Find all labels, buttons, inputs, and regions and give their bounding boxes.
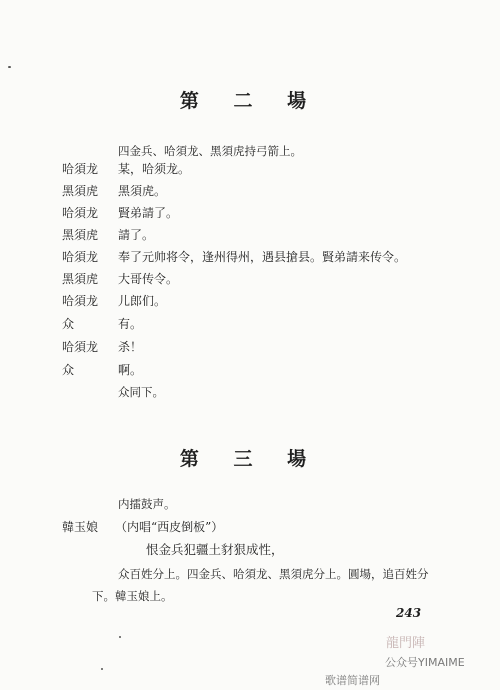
dialogue-text: 黑須虎。 [118,184,167,198]
verse-line [0,540,500,560]
dialogue-text: 賢弟請了。 [118,206,179,220]
speaker-name: 哈須龙 [62,294,99,308]
speaker-name: 众 [62,363,75,377]
speaker-name: 韓玉娘 [62,520,99,534]
scene-3-title: 第 三 場 [179,448,321,470]
scene-2-title: 第 二 場 [179,90,321,112]
dialogue-text: 儿郎们。 [118,294,167,308]
scene-3-stage-direction: 内擂鼓声。 [118,497,176,511]
dialogue-line [0,315,500,335]
scan-speck [8,66,11,68]
dialogue-text: 某，哈须龙。 [118,162,191,176]
dialogue-text: 奉了元帅将令，逢州得州，遇县搶县。賢弟請来传令。 [118,250,407,264]
speaker-name: 哈須龙 [62,340,99,354]
speaker-name: 哈須龙 [62,162,99,176]
dialogue-line [0,292,500,312]
dialogue-text: 請了。 [118,228,155,242]
scene-3-direction-line-1: 众百姓分上。四金兵、哈須龙、黑須虎分上。圓場，追百姓分 [118,567,429,581]
scan-speck [119,636,121,638]
speaker-name: 黑須虎 [62,272,99,286]
speaker-name: 哈須龙 [62,250,99,264]
speaker-name: 黑須虎 [62,228,99,242]
dialogue-line [0,182,500,202]
scene-2-entrance: 四金兵、哈須龙、黑須虎持弓箭上。 [118,144,302,158]
dialogue-line [0,338,500,358]
scene-3-singing-line [0,518,500,538]
dialogue-line [0,226,500,246]
scan-speck [101,668,103,670]
dialogue-text: 啊。 [118,363,143,377]
speaker-name: 众 [62,317,75,331]
watermark-logo: 龍門陣 [386,636,426,651]
verse-text: 恨金兵犯疆土豺狠成性， [146,542,284,557]
dialogue-text: 大哥传令。 [118,272,179,286]
dialogue-text: 有。 [118,317,143,331]
dialogue-line [0,361,500,381]
watermark-site: 歌谱简谱网 [325,674,380,687]
dialogue-line [0,160,500,180]
dialogue-line [0,270,500,290]
scene-2-exit: 众同下。 [118,385,164,399]
singing-note: （内唱“西皮倒板”） [115,520,224,534]
watermark-wechat: 公众号YIMAIME [385,656,465,669]
page-number: 243 [396,606,422,620]
dialogue-text: 杀！ [118,340,143,354]
speaker-name: 黑須虎 [62,184,99,198]
scene-3-direction-line-2: 下。韓玉娘上。 [92,589,173,603]
speaker-name: 哈須龙 [62,206,99,220]
dialogue-line [0,248,500,268]
dialogue-line [0,204,500,224]
